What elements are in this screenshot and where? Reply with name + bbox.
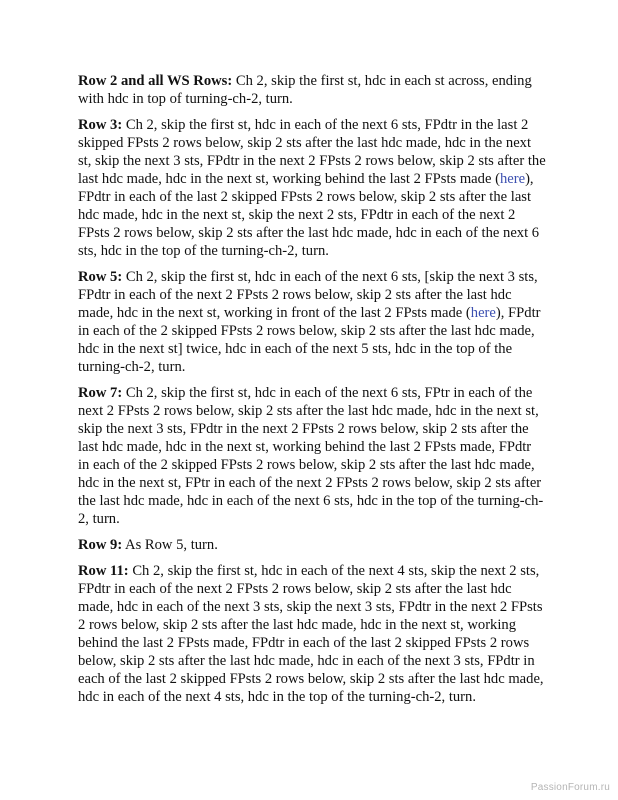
row-text: Ch 2, skip the first st, hdc in each of the next 6 sts, FPtr in each of the next 2 FPsts 2 rows below, skip 2 sts after the last hdc made, hdc in the next st, skip the next 3 sts, FPdtr in the next 2 FPsts 2 rows below, skip 2 sts after the last hdc made, hdc in the next st, working behind the last 2 FPsts made, FPdtr in each of the 2 skipped FPsts 2 rows below, skip 2 sts after the last hdc made, hdc in the next st, FPtr in each of the next 2 FPsts 2 rows below, skip 2 sts after the last hdc made, hdc in each of the next 6 sts, hdc in the top of the turning-ch-2, turn. [78, 385, 544, 527]
site-watermark: PassionForum.ru [530, 782, 610, 793]
row-11-instruction [78, 562, 546, 706]
here-link[interactable]: here [470, 305, 496, 321]
row-label: Row 11: [78, 563, 129, 579]
here-link[interactable]: here [499, 171, 526, 187]
row-text: Ch 2, skip the first st, hdc in each of the next 6 sts, [skip the next 3 sts, FPdtr in each of the next 2 FPsts 2 rows below, skip 2 sts after the last hdc made, hdc in the next st, working in front of the last 2 FPsts made ( [78, 269, 538, 321]
row-label: Row 5: [78, 269, 123, 285]
row-text: ), FPdtr in each of the 2 skipped FPsts 2 rows below, skip 2 sts after the last hdc made, hdc in the next st] twice, hdc in each of the next 5 sts, hdc in the top of the turning-ch-2, turn. [78, 305, 541, 375]
pattern-document [78, 72, 546, 714]
row-label: Row 9: [78, 537, 123, 553]
row-text: Ch 2, skip the first st, hdc in each of the next 4 sts, skip the next 2 sts, FPdtr in each of the next 2 FPsts 2 rows below, skip 2 sts after the last hdc made, hdc in each of the next 3 sts, skip the next 3 sts, FPdtr in the next 2 FPsts 2 rows below, skip 2 sts after the last hdc made, hdc in the next st, working behind the last 2 FPsts made, FPdtr in each of the last 2 skipped FPsts 2 rows below, skip 2 sts after the last hdc made, hdc in each of the next 3 sts, FPdtr in each of the last 2 skipped FPsts 2 rows below, skip 2 sts after the last hdc made, hdc in each of the next 4 sts, hdc in the top of the turning-ch-2, turn. [78, 563, 544, 705]
row-text: As Row 5, turn. [122, 537, 218, 553]
row-2-instruction [78, 72, 546, 108]
row-5-instruction [78, 268, 546, 376]
row-text: ), FPdtr in each of the last 2 skipped FPsts 2 rows below, skip 2 sts after the last hdc made, hdc in the next st, skip the next 2 sts, FPdtr in each of the next 2 FPsts 2 rows below, skip 2 sts after the last hdc made, hdc in each of the next 6 sts, hdc in the top of the turning-ch-2, turn. [78, 171, 540, 259]
row-3-instruction [78, 116, 546, 260]
row-text: Ch 2, skip the first st, hdc in each st across, ending with hdc in top of turning-ch-2, turn. [78, 73, 532, 107]
row-label: Row 7: [78, 385, 123, 401]
row-label: Row 2 and all WS Rows: [78, 73, 233, 89]
row-text: Ch 2, skip the first st, hdc in each of the next 6 sts, FPdtr in the last 2 skipped FPsts 2 rows below, skip 2 sts after the last hdc made, hdc in the next st, skip the next 3 sts, FPdtr in the next 2 FPsts 2 rows below, skip 2 sts after the last hdc made, hdc in the next st, working behind the last 2 FPsts made ( [78, 117, 546, 187]
row-9-instruction [78, 536, 546, 554]
row-label: Row 3: [78, 117, 123, 133]
row-7-instruction [78, 384, 546, 528]
